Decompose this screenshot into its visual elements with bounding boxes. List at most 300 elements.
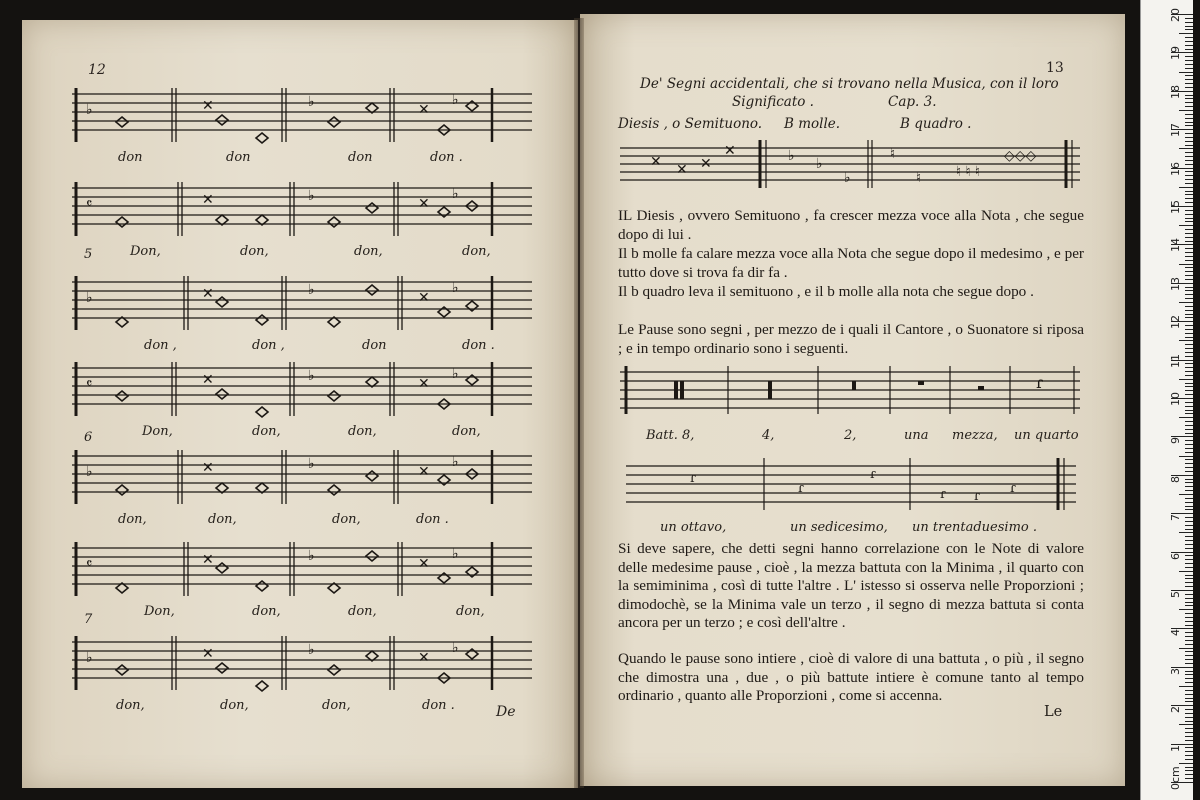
- ruler-tick: [1185, 444, 1193, 445]
- ruler-tick: [1185, 728, 1193, 729]
- paragraph-pause-intiere: Quando le pause sono intiere , cioè di valore di una battuta , o più , il segno che dimostra una , due , o più battute intiere è comune tanto al tempo ordinario , quanto alle Proporzioni , come si accenna.: [618, 650, 1084, 705]
- svg-text:ɾ: ɾ: [1010, 481, 1016, 496]
- ruler-tick: [1179, 686, 1193, 687]
- ruler-label: 6: [1169, 552, 1182, 560]
- ruler-tick: [1185, 317, 1193, 318]
- ruler-tick: [1185, 290, 1193, 291]
- ruler-tick: [1185, 671, 1193, 672]
- ruler-tick: [1185, 544, 1193, 545]
- ruler-label: 17: [1169, 123, 1182, 138]
- ruler-label: 16: [1169, 161, 1182, 176]
- svg-text:♭: ♭: [308, 368, 315, 384]
- ruler-tick: [1185, 594, 1193, 595]
- chapter-number: Cap. 3.: [888, 94, 937, 110]
- ruler-tick: [1185, 106, 1193, 107]
- ruler-tick: [1185, 655, 1193, 656]
- ruler-tick: [1185, 237, 1193, 238]
- ruler-tick: [1185, 425, 1193, 426]
- ruler-tick: [1185, 410, 1193, 411]
- ruler-tick: [1185, 701, 1193, 702]
- ruler-tick: [1185, 41, 1193, 42]
- lyric-syllable: don,: [252, 604, 281, 619]
- svg-text:ɾ: ɾ: [798, 481, 804, 496]
- ruler-label: 2: [1169, 706, 1182, 714]
- ruler-tick: [1185, 233, 1193, 234]
- ruler-tick: [1185, 421, 1193, 422]
- svg-text:ɾ: ɾ: [690, 471, 696, 486]
- svg-text:♭: ♭: [452, 280, 459, 296]
- ruler-tick: [1185, 471, 1193, 472]
- ruler-tick: [1185, 118, 1193, 119]
- ruler-tick: [1185, 694, 1193, 695]
- lyric-syllable: don ,: [252, 338, 285, 353]
- ruler-tick: [1185, 294, 1193, 295]
- ruler-tick: [1185, 287, 1193, 288]
- ruler-tick: [1185, 248, 1193, 249]
- ruler-tick: [1185, 310, 1193, 311]
- ruler-tick: [1185, 306, 1193, 307]
- ruler-label: 14: [1169, 238, 1182, 253]
- ruler-tick: [1185, 375, 1193, 376]
- ruler-tick: [1185, 617, 1193, 618]
- svg-text:ɾ: ɾ: [870, 467, 876, 482]
- svg-text:♭: ♭: [86, 102, 93, 118]
- svg-text:♭: ♭: [86, 464, 93, 480]
- ruler-tick: [1185, 559, 1193, 560]
- ruler-label: 15: [1169, 200, 1182, 214]
- lyric-syllable: don,: [116, 698, 145, 713]
- ruler-tick: [1185, 770, 1193, 771]
- ruler-tick: [1185, 621, 1193, 622]
- ruler-tick: [1185, 183, 1193, 184]
- ruler-tick: [1185, 602, 1193, 603]
- ruler-tick: [1185, 22, 1193, 23]
- lyric-syllable: don,: [462, 244, 491, 259]
- ruler-tick: [1179, 571, 1193, 572]
- ruler-tick: [1179, 302, 1193, 303]
- sign-label-bmolle: B molle.: [784, 116, 841, 132]
- ruler-tick: [1185, 18, 1193, 19]
- ruler-tick: [1185, 241, 1193, 242]
- music-staff: [72, 178, 532, 248]
- svg-text:𝄴: 𝄴: [86, 556, 93, 572]
- svg-text:✕: ✕: [418, 290, 430, 306]
- svg-text:♭: ♭: [452, 454, 459, 470]
- lyric-syllable: don,: [354, 244, 383, 259]
- svg-text:♭: ♭: [308, 94, 315, 110]
- ruler-tick: [1179, 72, 1193, 73]
- ruler-tick: [1185, 674, 1193, 675]
- ruler-tick: [1185, 413, 1193, 414]
- ruler-tick: [1185, 371, 1193, 372]
- ruler-tick: [1179, 187, 1193, 188]
- ruler-tick: [1185, 333, 1193, 334]
- svg-text:♭: ♭: [452, 640, 459, 656]
- page-number-right: 13: [1046, 60, 1064, 76]
- svg-text:♭: ♭: [308, 188, 315, 204]
- lyric-syllable: don,: [332, 512, 361, 527]
- rest-label-ottavo: un ottavo,: [660, 520, 727, 535]
- ruler-tick: [1185, 75, 1193, 76]
- ruler-tick: [1185, 567, 1193, 568]
- ruler-label: 9: [1169, 437, 1182, 445]
- ruler-tick: [1185, 548, 1193, 549]
- rests-staff-1: [620, 362, 1080, 422]
- ruler-tick: [1185, 578, 1193, 579]
- lyric-syllable: don,: [252, 424, 281, 439]
- system-number: 6: [84, 430, 93, 445]
- ruler-tick: [1185, 198, 1193, 199]
- ruler-tick: [1185, 102, 1193, 103]
- ruler-tick: [1185, 179, 1193, 180]
- ruler-tick: [1185, 482, 1193, 483]
- ruler-tick: [1179, 148, 1193, 149]
- ruler-tick: [1185, 740, 1193, 741]
- ruler-tick: [1185, 651, 1193, 652]
- ruler-tick: [1185, 26, 1193, 27]
- ruler-tick: [1185, 698, 1193, 699]
- ruler-tick: [1179, 33, 1193, 34]
- ruler-tick: [1179, 648, 1193, 649]
- music-staff: [72, 538, 532, 608]
- svg-text:✕: ✕: [418, 556, 430, 572]
- lyric-syllable: don: [226, 150, 251, 165]
- svg-text:✕: ✕: [202, 372, 214, 388]
- paragraph-diesis: IL Diesis , ovvero Semituono , fa crescer mezza voce alla Nota , che segue dopo di lui .: [618, 207, 1084, 243]
- ruler-tick: [1185, 256, 1193, 257]
- ruler-tick: [1185, 175, 1193, 176]
- ruler-tick: [1185, 279, 1193, 280]
- ruler-tick: [1185, 383, 1193, 384]
- ruler-tick: [1185, 64, 1193, 65]
- ruler-label: 13: [1169, 276, 1182, 291]
- rest-label-trentaduesimo: un trentaduesimo .: [912, 520, 1037, 535]
- ruler-tick: [1185, 363, 1193, 364]
- svg-text:♭: ♭: [308, 642, 315, 658]
- svg-text:♭: ♭: [308, 282, 315, 298]
- ruler-label: 18: [1169, 84, 1182, 99]
- ruler-tick: [1185, 125, 1193, 126]
- ruler-tick: [1185, 586, 1193, 587]
- svg-text:✕: ✕: [418, 102, 430, 118]
- ruler-tick: [1185, 337, 1193, 338]
- ruler-tick: [1185, 644, 1193, 645]
- ruler-tick: [1185, 95, 1193, 96]
- ruler-tick: [1185, 390, 1193, 391]
- ruler-tick: [1185, 160, 1193, 161]
- ruler-tick: [1185, 191, 1193, 192]
- ruler-label: 0cm: [1169, 766, 1182, 790]
- ruler-tick: [1185, 529, 1193, 530]
- ruler-tick: [1185, 632, 1193, 633]
- ruler-tick: [1185, 459, 1193, 460]
- ruler-tick: [1185, 640, 1193, 641]
- lyric-syllable: don,: [240, 244, 269, 259]
- lyric-syllable: don,: [220, 698, 249, 713]
- ruler-tick: [1185, 636, 1193, 637]
- ruler-tick: [1185, 114, 1193, 115]
- lyric-syllable: Don,: [144, 604, 175, 619]
- ruler-tick: [1185, 329, 1193, 330]
- ruler-tick: [1185, 498, 1193, 499]
- ruler-tick: [1185, 659, 1193, 660]
- ruler-tick: [1185, 60, 1193, 61]
- ruler-tick: [1185, 582, 1193, 583]
- ruler-tick: [1179, 417, 1193, 418]
- ruler-tick: [1185, 506, 1193, 507]
- chapter-title-line2: Significato .: [732, 94, 814, 110]
- svg-text:◇◇◇: ◇◇◇: [1004, 148, 1037, 164]
- ruler-tick: [1185, 145, 1193, 146]
- ruler-tick: [1185, 122, 1193, 123]
- music-staff: [72, 446, 532, 516]
- rest-label-4: 4,: [762, 428, 775, 443]
- ruler-tick: [1185, 717, 1193, 718]
- ruler-tick: [1185, 540, 1193, 541]
- svg-text:ɾ: ɾ: [1036, 373, 1044, 392]
- svg-text:♭: ♭: [452, 546, 459, 562]
- svg-text:♭: ♭: [308, 456, 315, 472]
- ruler-tick: [1185, 325, 1193, 326]
- svg-text:♭: ♭: [452, 366, 459, 382]
- svg-text:♭: ♭: [452, 92, 459, 108]
- ruler-label: 7: [1169, 514, 1182, 522]
- ruler-label: 10: [1169, 392, 1182, 406]
- ruler-tick: [1185, 759, 1193, 760]
- lyric-syllable: don ,: [144, 338, 177, 353]
- ruler-tick: [1185, 690, 1193, 691]
- svg-text:♭: ♭: [308, 548, 315, 564]
- lyric-syllable: don: [118, 150, 143, 165]
- svg-text:♭: ♭: [452, 186, 459, 202]
- ruler-tick: [1185, 202, 1193, 203]
- svg-text:𝄴: 𝄴: [86, 196, 93, 212]
- svg-text:♭: ♭: [788, 148, 795, 164]
- ruler-tick: [1185, 755, 1193, 756]
- ruler-label: 19: [1169, 46, 1182, 61]
- ruler-tick: [1185, 194, 1193, 195]
- ruler-label: 3: [1169, 667, 1182, 675]
- paragraph-correlazione: Si deve sapere, che detti segni hanno correlazione con le Note di valore delle medesime pause , cioè , la mezza battuta con la Minima , il quarto con la semiminima , così di tutte l'altre . L' istesso si osserva nelle Proporzioni ; dimodochè, se la Minima vale un terzo , il segno di mezza battuta si conta ancora per un terzo ; e così dell'altre .: [618, 540, 1084, 632]
- ruler-tick: [1185, 402, 1193, 403]
- paragraph-bquadro: Il b quadro leva il semituono , e il b molle alla nota che segue dopo .: [618, 283, 1034, 300]
- ruler-tick: [1185, 517, 1193, 518]
- ruler-tick: [1179, 264, 1193, 265]
- ruler-tick: [1185, 45, 1193, 46]
- ruler-tick: [1185, 613, 1193, 614]
- ruler-tick: [1179, 456, 1193, 457]
- music-staff: [72, 272, 532, 342]
- ruler-tick: [1185, 448, 1193, 449]
- ruler-tick: [1185, 164, 1193, 165]
- paragraph-pause: Le Pause sono segni , per mezzo de i quali il Cantore , o Suonatore si riposa ; e in tempo ordinario sono i seguenti.: [618, 321, 1084, 357]
- ruler-tick: [1185, 152, 1193, 153]
- ruler-tick: [1185, 721, 1193, 722]
- ruler-tick: [1185, 68, 1193, 69]
- ruler-tick: [1185, 709, 1193, 710]
- signs-staff: [620, 138, 1080, 192]
- ruler-tick: [1185, 536, 1193, 537]
- lyric-syllable: don,: [118, 512, 147, 527]
- svg-text:♮ ♮ ♮: ♮ ♮ ♮: [956, 164, 980, 180]
- svg-text:✕: ✕: [700, 156, 712, 172]
- svg-text:✕: ✕: [202, 646, 214, 662]
- rest-label-quarto: un quarto: [1014, 428, 1079, 443]
- ruler-tick: [1185, 210, 1193, 211]
- ruler-tick: [1185, 575, 1193, 576]
- ruler-tick: [1185, 479, 1193, 480]
- ruler-tick: [1179, 763, 1193, 764]
- ruler-tick: [1185, 87, 1193, 88]
- ruler-label: 4: [1169, 629, 1182, 637]
- svg-text:✕: ✕: [202, 98, 214, 114]
- svg-text:𝄴: 𝄴: [86, 376, 93, 392]
- svg-text:♮: ♮: [916, 170, 922, 186]
- rest-label-2: 2,: [844, 428, 857, 443]
- music-staff: [72, 632, 532, 702]
- svg-text:ɾ: ɾ: [974, 489, 980, 504]
- lyric-syllable: Don,: [130, 244, 161, 259]
- ruler-tick: [1185, 156, 1193, 157]
- lyric-syllable: don,: [348, 604, 377, 619]
- system-number: 5: [84, 247, 93, 262]
- ruler-tick: [1185, 275, 1193, 276]
- rest-label-una: una: [904, 428, 929, 443]
- ruler-tick: [1185, 732, 1193, 733]
- ruler-tick: [1185, 525, 1193, 526]
- lyric-syllable: don .: [430, 150, 463, 165]
- ruler-tick: [1185, 678, 1193, 679]
- ruler-tick: [1185, 137, 1193, 138]
- ruler-tick: [1185, 598, 1193, 599]
- svg-text:✕: ✕: [202, 286, 214, 302]
- sign-label-bquadro: B quadro .: [900, 116, 972, 132]
- ruler-tick: [1185, 56, 1193, 57]
- catchword-left: De: [496, 704, 516, 720]
- ruler-tick: [1185, 663, 1193, 664]
- ruler-tick: [1185, 486, 1193, 487]
- ruler-tick: [1179, 532, 1193, 533]
- ruler-tick: [1185, 298, 1193, 299]
- music-staff: [72, 358, 532, 428]
- svg-text:♭: ♭: [86, 650, 93, 666]
- lyric-syllable: don,: [208, 512, 237, 527]
- svg-text:✕: ✕: [724, 143, 736, 159]
- lyric-syllable: don,: [322, 698, 351, 713]
- ruler-tick: [1185, 98, 1193, 99]
- ruler-tick: [1185, 271, 1193, 272]
- ruler-tick: [1185, 625, 1193, 626]
- lyric-syllable: Don,: [142, 424, 173, 439]
- book-gutter: [574, 18, 584, 788]
- lyric-syllable: don,: [348, 424, 377, 439]
- rest-label-8: Batt. 8,: [646, 428, 695, 443]
- ruler-tick: [1185, 463, 1193, 464]
- lyric-syllable: don: [348, 150, 373, 165]
- ruler-label: 1: [1169, 744, 1182, 752]
- ruler-tick: [1185, 229, 1193, 230]
- paragraph-bmolle: Il b molle fa calare mezza voce alla Nota che segue dopo il medesimo , e per tutto dove si trova fa dir fa .: [618, 245, 1084, 281]
- ruler-tick: [1185, 344, 1193, 345]
- sign-label-diesis: Diesis , o Semituono.: [618, 116, 763, 132]
- svg-text:✕: ✕: [418, 376, 430, 392]
- ruler-tick: [1179, 609, 1193, 610]
- chapter-title: De' Segni accidentali, che si trovano nella Musica, con il loro: [640, 76, 1059, 92]
- ruler-tick: [1185, 348, 1193, 349]
- ruler-tick: [1185, 218, 1193, 219]
- ruler-tick: [1185, 352, 1193, 353]
- svg-text:♭: ♭: [844, 170, 851, 186]
- ruler-tick: [1185, 747, 1193, 748]
- ruler-label: 11: [1169, 353, 1182, 368]
- ruler-tick: [1185, 502, 1193, 503]
- lyric-syllable: don .: [422, 698, 455, 713]
- ruler-tick: [1179, 724, 1193, 725]
- ruler-tick: [1185, 356, 1193, 357]
- ruler-tick: [1185, 713, 1193, 714]
- ruler-tick: [1185, 778, 1193, 779]
- ruler-tick: [1185, 429, 1193, 430]
- ruler-tick: [1185, 682, 1193, 683]
- ruler-tick: [1185, 736, 1193, 737]
- svg-text:♭: ♭: [816, 156, 823, 172]
- svg-text:✕: ✕: [202, 460, 214, 476]
- ruler-tick: [1185, 440, 1193, 441]
- ruler-tick: [1185, 49, 1193, 50]
- ruler-tick: [1185, 214, 1193, 215]
- ruler-tick: [1185, 29, 1193, 30]
- rest-label-mezza: mezza,: [952, 428, 998, 443]
- ruler-tick: [1185, 521, 1193, 522]
- ruler-tick: [1185, 605, 1193, 606]
- system-number: 7: [84, 612, 93, 627]
- ruler-tick: [1185, 452, 1193, 453]
- ruler-tick: [1185, 563, 1193, 564]
- svg-text:✕: ✕: [202, 552, 214, 568]
- ruler-label: 8: [1169, 475, 1182, 483]
- svg-text:♮: ♮: [890, 146, 896, 162]
- ruler-tick: [1179, 379, 1193, 380]
- ruler-tick: [1185, 267, 1193, 268]
- ruler-tick: [1185, 774, 1193, 775]
- ruler-tick: [1185, 767, 1193, 768]
- svg-text:✕: ✕: [418, 464, 430, 480]
- rests-staff-2: [626, 456, 1076, 516]
- ruler-tick: [1185, 171, 1193, 172]
- ruler-label: 12: [1169, 315, 1182, 330]
- ruler-tick: [1185, 433, 1193, 434]
- ruler-tick: [1179, 494, 1193, 495]
- svg-text:✕: ✕: [650, 154, 662, 170]
- svg-text:ɾ: ɾ: [940, 487, 946, 502]
- svg-text:✕: ✕: [418, 196, 430, 212]
- lyric-syllable: don .: [416, 512, 449, 527]
- svg-text:✕: ✕: [418, 650, 430, 666]
- ruler-tick: [1185, 37, 1193, 38]
- measurement-ruler: [1140, 0, 1193, 800]
- page-number-left: 12: [88, 62, 106, 78]
- svg-text:♭: ♭: [86, 290, 93, 306]
- svg-text:✕: ✕: [676, 162, 688, 178]
- ruler-tick: [1179, 110, 1193, 111]
- ruler-tick: [1185, 367, 1193, 368]
- ruler-tick: [1185, 490, 1193, 491]
- ruler-tick: [1179, 225, 1193, 226]
- lyric-syllable: don,: [452, 424, 481, 439]
- lyric-syllable: don .: [462, 338, 495, 353]
- catchword-right: Le: [1044, 704, 1063, 720]
- ruler-tick: [1185, 394, 1193, 395]
